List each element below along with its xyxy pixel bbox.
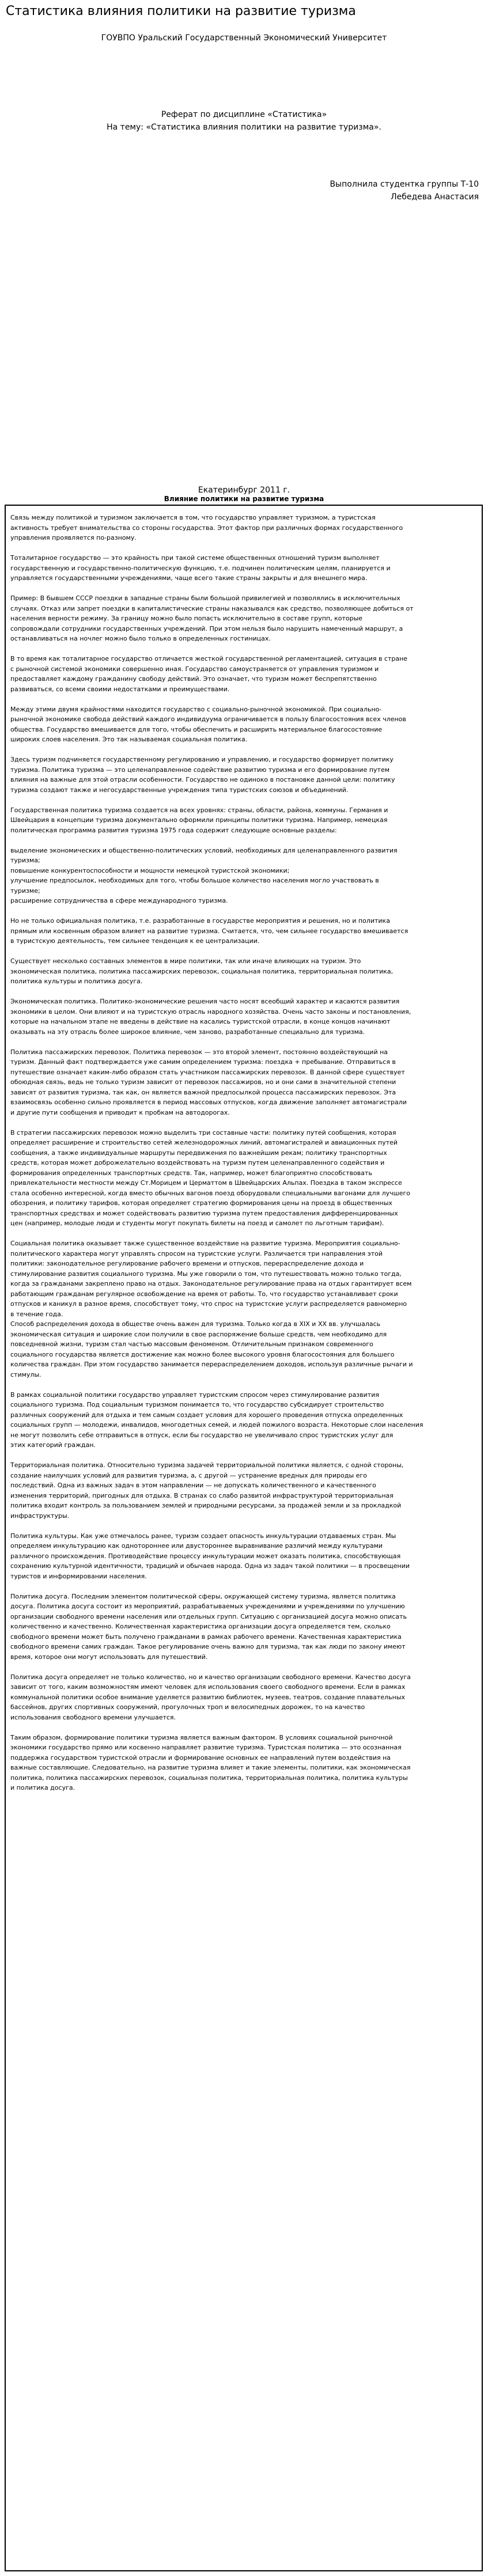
paragraph-line: определяет расширение и строительство сетей железнодорожных линий, автомагистралей и авиационных путей <box>10 1139 398 1146</box>
body-paragraph <box>10 1733 477 1793</box>
paragraph-line: Здесь туризм подчиняется государственному регулированию и управлению, и государство формирует политику <box>10 756 394 763</box>
paragraph-line: оказывать на эту отрасль более широкое влияние, чем заново, разработанные специально для туризма. <box>10 1028 365 1036</box>
paragraph-line: социального туризма. Под социальным туризмом понимается то, что государство субсидирует строительство <box>10 1401 384 1408</box>
paragraph-line: в туристскую деятельность, тем сильнее тенденция к ее централизации. <box>10 937 260 945</box>
paragraph-line: повседневной жизни, туризм стал частью массовым феноменом. Отличительным признаком современного <box>10 1340 373 1348</box>
paragraph-line: свободного времени может быть получено гражданами в рамках рабочего времени. Качественная характеристика <box>10 1632 402 1641</box>
paragraph-line: останавливаться на ночлег можно было только в определенных гостиницах. <box>10 635 271 642</box>
paragraph-line: случаях. Отказ или запрет поездки в капиталистические страны наказывался как средство, позволяющее добиться от <box>10 604 414 612</box>
body-paragraph <box>10 1390 477 1450</box>
paragraph-line: и политика досуга. <box>10 1784 75 1791</box>
body-paragraph <box>10 846 477 906</box>
paragraph-line: средств, которая может доброжелательно воздействовать на туризм путем целенаправленного содействия и <box>10 1159 385 1166</box>
paragraph-line: создание наилучших условий для развития туризма, а, с другой — устранение вредных для природы его <box>10 1471 367 1479</box>
paragraph-line: Политика пассажирских перевозок. Политика перевозок — это второй элемент, постоянно воздействующий на <box>10 1048 388 1056</box>
paragraph-line: туризма. Политика туризма — это целенаправленное содействие развитию туризма и его формирование путем <box>10 766 390 774</box>
paragraph-line: транспортных средствах и может содействовать развитию туризма путем предоставления дифференцированных <box>10 1209 398 1217</box>
body-paragraph <box>10 805 477 836</box>
paragraph-line: В рамках социальной политики государство управляет туристским спросом через стимулирование развития <box>10 1391 379 1399</box>
paragraph-line: коммунальной политики особое внимание уделяется развитию библиотек, музеев, театров, создание плавательных <box>10 1693 406 1701</box>
body-paragraph <box>10 755 477 795</box>
author-line: Выполнила студентка группы Т-10 <box>330 180 479 189</box>
paragraph-line: свободного времени самих граждан. Такое регулирование очень важно для туризма, так как люди по закону имеют <box>10 1643 406 1650</box>
paragraph-line: поддержка государством туристской отрасли и формирование основных ее направлений путем воздействия на <box>10 1753 391 1761</box>
paragraph-line: последствий. Одна из важных задач в этом направлении — не допускать количественного и качественного <box>10 1482 376 1489</box>
abstract-topic: На тему: «Статистика влияния политики на развитие туризма». <box>107 123 381 132</box>
paragraph-line: государственную и государственно-политическую функцию, т.е. подчинен политическим целям, планируется и <box>10 564 391 572</box>
paragraph-line: активность требует внимательства со стороны государства. Этот фактор при различных формах государственного <box>10 524 403 532</box>
paragraph-line: туризме; <box>10 887 40 895</box>
body-paragraph <box>10 553 477 584</box>
paragraph-line: политики: законодательное регулирование рабочего времени и отпусков, перераспределение дохода и <box>10 1260 364 1267</box>
paragraph-line: не могут позволить себе отправиться в отпуск, если бы государство не увеличивало спрос туристских услуг для <box>10 1431 394 1439</box>
paragraph-line: когда за гражданами закреплено право на отдых. Законодательное регулирование права на отдых гарантирует всем <box>10 1280 412 1287</box>
section-heading: Влияние политики на развитие туризма <box>164 495 324 503</box>
paragraph-line: экономики в целом. Они влияют и на туристскую отрасль народного хозяйства. Очень часто законы и постановления, <box>10 1007 411 1016</box>
paragraph-line: В стратегии пассажирских перевозок можно выделить три составные части: политику путей сообщения, которая <box>10 1128 396 1137</box>
paragraph-line: управляется государственными учреждениями, чаще всего такие страны закрыты и для внешнего мира. <box>10 574 368 582</box>
body-paragraph <box>10 916 477 946</box>
body-paragraph <box>10 1238 477 1380</box>
paragraph-line: широких слоев населения. Это так называемая социальная политика. <box>10 736 248 743</box>
paragraph-line: которые на начальном этапе не введены в действие на касались туристской отрасли, в конце концов начинают <box>10 1018 391 1025</box>
paragraph-line: организации свободного времени населения или отдельных групп. Ситуацию с организацией досуга можно описать <box>10 1612 407 1620</box>
paragraph-line: общества. Государство вмешивается для того, чтобы обеспечить и расширить материальное благосостояние <box>10 725 383 733</box>
paragraph-line: политика, политика пассажирских перевозок, социальная политика, территориальная политика, политика культуры <box>10 1774 408 1782</box>
paragraph-line: экономическая политика, политика пассажирских перевозок, социальная политика, территориальная политика, <box>10 967 394 975</box>
paragraph-line: экономики государство прямо или косвенно направляет развитие туризма. Туристская политика — это осознанная <box>10 1744 402 1751</box>
paragraph-line: Экономическая политика. Политико-экономические решения часто носят всеобщий характер и касаются развития <box>10 998 400 1005</box>
paragraph-line: и другие пути сообщения и приводит к пробкам на автодорогах. <box>10 1108 230 1116</box>
paragraph-line: Связь между политикой и туризмом заключается в том, что государство управляет туризмом, а туристская <box>10 514 376 521</box>
paragraph-line: путешествие означает каким-либо образом стать участником пассажирских перевозок. В данной сфере существует <box>10 1068 405 1076</box>
paragraph-line: экономическая ситуация и широкие слои получили в свое распоряжение больше средств, чем необходимо для <box>10 1330 387 1338</box>
paragraph-line: работающим гражданам регулярное освобождение на время от работы. То, что государство устанавливает сроки <box>10 1290 398 1298</box>
paragraph-line: туризма создают также и негосударственные учреждения типа туристских союзов и объединений. <box>10 786 349 794</box>
paragraph-line: Социальная политика оказывает также существенное воздействие на развитие туризма. Мероприятия социально- <box>10 1240 400 1247</box>
document-title: Статистика влияния политики на развитие туризма <box>6 4 356 18</box>
body-paragraph <box>10 513 477 543</box>
paragraph-line: различных сооружений для отдыха и тем самым создает условия для хорошего проведения отпуска определенных <box>10 1411 403 1419</box>
paragraph-line: отпусков и каникул в разное время, способствует тому, что спрос на туристские услуги распределяется равномерно <box>10 1300 407 1308</box>
paragraph-line: управления проявляется по-разному. <box>10 534 137 541</box>
paragraph-line: Политика досуга определяет не только количество, но и качество организации свободного времени. Качество досуга <box>10 1673 411 1681</box>
paragraph-line: изменения территорий, пригодных для отдыха. В странах со слабо развитой инфраструктурой территориальная <box>10 1491 394 1499</box>
body-paragraph <box>10 593 477 644</box>
paragraph-line: туризм. Данный факт подтверждается уже самим определением туризма: поездка + пребывание. Отправиться в <box>10 1058 396 1066</box>
paragraph-line: населения верности режиму. За границу можно было попасть исключительно в составе групп, которые <box>10 615 363 622</box>
body-paragraph <box>10 1592 477 1662</box>
paragraph-line: Государственная политика туризма создается на всех уровнях: страны, области, района, коммуны. Германия и <box>10 806 388 814</box>
paragraph-line: обозрения, и политику тарифов, которая определяет стратегию формирования цены на проезд в общественных <box>10 1199 392 1207</box>
paragraph-line: формирования определенных транспортных средств. Так, например, может благоприятно способствовать <box>10 1169 372 1177</box>
main-text-box <box>5 505 483 2571</box>
body-paragraph <box>10 1460 477 1521</box>
paragraph-line: сопровождали сотрудники государственных учреждений. При этом нельзя было нарушить намеченный маршрут, а <box>10 624 403 632</box>
paragraph-line: стала особенно интересной, когда вместо обычных вагонов поезд оборудовали специальными вагонами для лучшего <box>10 1189 411 1197</box>
paragraph-line: время, которое они могут использовать для путешествий. <box>10 1653 208 1661</box>
paragraph-line: Существует несколько составных элементов в мире политики, так или иначе влияющих на туризм. Это <box>10 957 361 965</box>
paragraph-line: политика входит контроль за пользованием землей и природными ресурсами, за продажей земли и за прокладкой <box>10 1502 402 1509</box>
body-paragraph <box>10 997 477 1037</box>
paragraph-line: зависят от развития туризма, так как, он является важной предпосылкой процесса пассажирских перевозок. Эта <box>10 1088 396 1096</box>
paragraph-line: количественно и качественно. Количественная характеристика организации досуга определяется тем, сколько <box>10 1623 391 1630</box>
paragraph-line: Швейцария в концепции туризма документально оформили принципы политики туризма. Например, немецкая <box>10 816 388 824</box>
paragraph-line: Территориальная политика. Относительно туризма задачей территориальной политики является, с одной стороны, <box>10 1461 404 1469</box>
paragraph-line: расширение сотрудничества в сфере международного туризма. <box>10 897 228 904</box>
paragraph-line: с рыночной системой экономики совершенно иная. Государство самоустраняется от управления туризмом и <box>10 665 379 673</box>
paragraph-line: привлекательности местности между Ст.Морицем и Церматтом в Швейцарских Альпах. Поездка в таком экспрессе <box>10 1179 402 1187</box>
university-name: ГОУВПО Уральский Государственный Экономический Университет <box>101 33 387 43</box>
paragraph-line: политического характера могут управлять спросом на туристские услуги. Различается три направления этой <box>10 1249 383 1257</box>
paragraph-line: определяем инкультурацию как однотороннее или двустороннее выравнивание различий между культурами <box>10 1542 383 1550</box>
paragraph-line: цен (например, молодые люди и студенты могут покупать билеты на поезд и самолет по льготным тарифам). <box>10 1219 384 1227</box>
body-paragraph <box>10 1672 477 1723</box>
paragraph-line: Политика культуры. Как уже отмечалось ранее, туризм создает опасность инкультурации отдаваемых стран. Мы <box>10 1532 396 1540</box>
paragraph-line: различного происхождения. Противодействие процессу инкультурации может оказать политика, способствующая <box>10 1552 401 1560</box>
paragraph-line: туризма; <box>10 857 40 864</box>
paragraph-line: повышение конкурентоспособности и мощности немецкой туристской экономики; <box>10 866 290 874</box>
paragraph-line: рыночной экономике свобода действий каждого индивидуума ограничивается в пользу благосостояния всех членов <box>10 715 406 723</box>
paragraph-line: бассейнов, других спортивных сооружений, прогулочных троп и велосипедных дорожек, то на качество <box>10 1703 365 1711</box>
paragraph-line: политика культуры и политика досуга. <box>10 978 143 985</box>
paragraph-line: в течение года. <box>10 1310 63 1318</box>
paragraph-line: количества граждан. При этом государство занимается перераспределением доходов, используя различные рычаги и <box>10 1361 413 1368</box>
paragraph-line: стимулирование развития социального туризма. Мы уже говорили о том, что путешествовать можно только тогда, <box>10 1270 402 1278</box>
paragraph-line: В то время как тоталитарное государство отличается жесткой государственной регламентацией, ситуация в стране <box>10 655 408 662</box>
paragraph-line: Политика досуга. Последним элементом политической сферы, окружающей систему туризма, является политика <box>10 1592 396 1600</box>
paragraph-line: Но не только официальная политика, т.е. разработанные в государстве мероприятия и решения, но и политика <box>10 917 390 925</box>
paragraph-line: улучшение предпосылок, необходимых для того, чтобы большое количество населения могло участвовать в <box>10 877 379 884</box>
body-paragraph <box>10 1128 477 1229</box>
paragraph-line: прямым или косвенным образом влияет на развитие туризма. Считается, что, чем сильнее государство вмешивается <box>10 927 408 935</box>
paragraph-line: использования свободного времени улучшается. <box>10 1713 176 1721</box>
paragraph-line: выделение экономических и общественно-политических условий, необходимых для целенаправленного развития <box>10 846 398 854</box>
paragraph-line: сообщения, а также индивидуальные маршруты передвижения по важнейшим рекам; политику транспортных <box>10 1149 387 1157</box>
author-name: Лебедева Анастасия <box>391 192 479 202</box>
paragraph-line: сохранению культурной идентичности, традиций и обычаев народа. Одна из задач такой политики — в просвещении <box>10 1562 410 1570</box>
paragraph-line: Тоталитарное государство — это крайность при такой системе общественных отношений туризм выполняет <box>10 554 380 562</box>
paragraph-line: политическая программа развития туризма 1975 года содержит следующие основные разделы: <box>10 826 337 834</box>
paragraph-line: инфраструктуры. <box>10 1511 70 1520</box>
paragraph-line: зависит от того, каким возможностям имеют человек для использования своего свободного времени. Если в рамках <box>10 1683 406 1691</box>
paragraph-line: взаимосвязь особенно сильно проявляется в период массовых отпусков, когда движение заполняет автомагистрали <box>10 1098 407 1106</box>
paragraph-line: Между этими двумя крайностями находится государство с социально-рыночной экономикой. При социально- <box>10 705 382 713</box>
body-paragraph <box>10 1531 477 1582</box>
paragraph-line: обоюдная связь, ведь не только туризм зависит от перевозок пассажиров, но и они сами в значительной степени <box>10 1078 396 1086</box>
body-paragraph <box>10 654 477 694</box>
body-paragraph <box>10 1047 477 1118</box>
abstract-label: Реферат по дисциплине «Статистика» <box>161 110 327 119</box>
paragraph-line: досуга. Политика досуга состоит из мероприятий, разрабатываемых учреждениями и учреждениями по улучшению <box>10 1603 405 1610</box>
paragraph-line: важные составляющие. Следовательно, на развитие туризма влияет и такие элементы, политики, как экономическая <box>10 1764 411 1771</box>
paragraph-line: влияния на важные для этой отрасли особенности. Государство не одиноко в постановке данной цели: политику <box>10 776 395 783</box>
paragraph-line: социальных групп — молодежи, инвалидов, многодетных семей, и людей пожилого возраста. Некоторые слои населения <box>10 1421 423 1429</box>
paragraph-line: Пример: В бывшем СССР поездки в западные страны были большой привилегией и позволялись в исключительных <box>10 594 400 602</box>
city-year: Екатеринбург 2011 г. <box>198 486 290 495</box>
paragraph-line: предоставляет каждому гражданину свободу действий. Это означает, что туризм может беспрепятственно <box>10 675 377 683</box>
paragraph-line: этих категорий граждан. <box>10 1441 96 1449</box>
paragraph-line: Способ распределения дохода в обществе очень важен для туризма. Только когда в XIX и XX вв. улучшалась <box>10 1320 381 1328</box>
paragraph-line: развиваться, со всеми своими недостатками и преимуществами. <box>10 685 230 693</box>
paragraph-line: стимулы. <box>10 1370 41 1378</box>
paragraph-line: социального государства является достижение как можно более высокого уровня благосостояния для большего <box>10 1350 395 1358</box>
body-paragraph <box>10 704 477 745</box>
body-paragraph <box>10 956 477 987</box>
paragraph-line: туристов и информировании населения. <box>10 1572 147 1580</box>
paragraph-line: Таким образом, формирование политики туризма является важным фактором. В условиях социальной рыночной <box>10 1733 393 1741</box>
